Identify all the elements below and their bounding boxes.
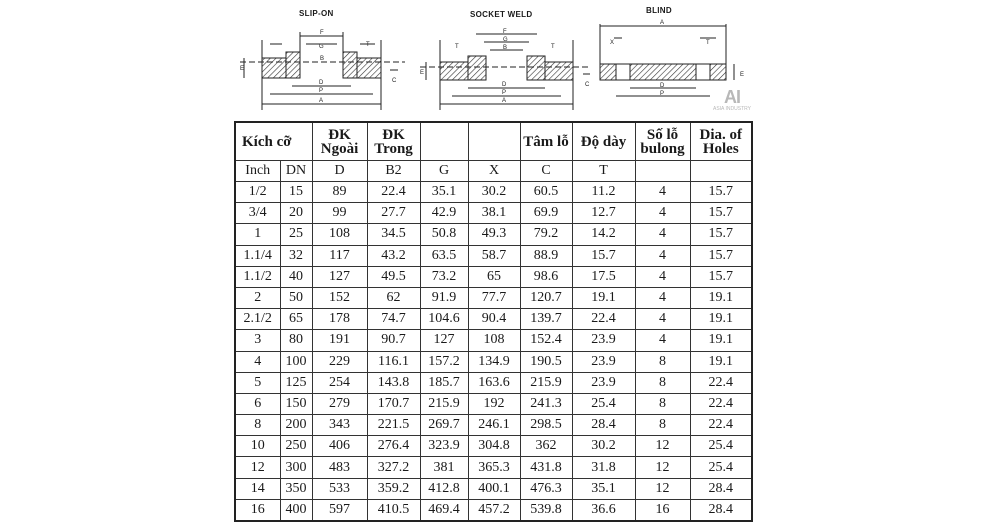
cell-b2: 143.8 xyxy=(367,372,420,393)
symbol-inch: Inch xyxy=(235,161,280,182)
table-row xyxy=(235,309,752,330)
cell-g: 42.9 xyxy=(420,203,468,224)
cell-bolt-holes: 4 xyxy=(635,224,690,245)
sw-dim-label-p: P xyxy=(502,90,507,96)
cell-x: 65 xyxy=(468,266,520,287)
cell-dn: 150 xyxy=(280,393,312,414)
cell-inch: 6 xyxy=(235,393,280,414)
header-dia-of-holes: Dia. of Holes xyxy=(690,122,752,161)
cell-hole-dia: 22.4 xyxy=(690,372,752,393)
cell-b2: 327.2 xyxy=(367,457,420,478)
symbol-c: C xyxy=(520,161,572,182)
table-row xyxy=(235,436,752,457)
cell-d: 533 xyxy=(312,478,367,499)
cell-hole-dia: 15.7 xyxy=(690,203,752,224)
table-row xyxy=(235,330,752,351)
cell-bolt-holes: 12 xyxy=(635,436,690,457)
cell-x: 134.9 xyxy=(468,351,520,372)
cell-x: 49.3 xyxy=(468,224,520,245)
cell-t: 23.9 xyxy=(572,330,635,351)
cell-hole-dia: 28.4 xyxy=(690,499,752,521)
cell-t: 12.7 xyxy=(572,203,635,224)
cell-b2: 34.5 xyxy=(367,224,420,245)
cell-b2: 27.7 xyxy=(367,203,420,224)
symbol-dn: DN xyxy=(280,161,312,182)
cell-dn: 40 xyxy=(280,266,312,287)
cell-x: 30.2 xyxy=(468,182,520,203)
cell-t: 11.2 xyxy=(572,182,635,203)
cell-g: 469.4 xyxy=(420,499,468,521)
dim-label-f: F xyxy=(320,30,324,36)
cell-b2: 276.4 xyxy=(367,436,420,457)
sw-dim-label-f: F xyxy=(503,29,507,35)
symbol-x: X xyxy=(468,161,520,182)
table-row xyxy=(235,372,752,393)
table-row xyxy=(235,457,752,478)
symbol-empty-2 xyxy=(690,161,752,182)
cell-d: 152 xyxy=(312,287,367,308)
cell-x: 38.1 xyxy=(468,203,520,224)
cell-d: 483 xyxy=(312,457,367,478)
cell-dn: 100 xyxy=(280,351,312,372)
cell-hole-dia: 28.4 xyxy=(690,478,752,499)
symbol-b2: B2 xyxy=(367,161,420,182)
cell-inch: 1.1/2 xyxy=(235,266,280,287)
table-row xyxy=(235,415,752,436)
table-row xyxy=(235,203,752,224)
header-so-lo-bulong: Số lỗ bulong xyxy=(635,122,690,161)
cell-b2: 43.2 xyxy=(367,245,420,266)
cell-b2: 74.7 xyxy=(367,309,420,330)
dim-label-a: A xyxy=(319,98,324,104)
table-row xyxy=(235,499,752,521)
header-kich-co: Kích cỡ xyxy=(235,122,312,161)
cell-bolt-holes: 4 xyxy=(635,287,690,308)
cell-hole-dia: 22.4 xyxy=(690,415,752,436)
cell-g: 157.2 xyxy=(420,351,468,372)
bl-dim-label-e: E xyxy=(740,72,745,78)
cell-hole-dia: 25.4 xyxy=(690,457,752,478)
cell-c: 88.9 xyxy=(520,245,572,266)
cell-b2: 221.5 xyxy=(367,415,420,436)
cell-d: 254 xyxy=(312,372,367,393)
cell-dn: 25 xyxy=(280,224,312,245)
cell-g: 35.1 xyxy=(420,182,468,203)
table-row xyxy=(235,266,752,287)
cell-c: 190.5 xyxy=(520,351,572,372)
bl-dim-label-t: T xyxy=(706,40,710,46)
cell-b2: 410.5 xyxy=(367,499,420,521)
blind-title: BLIND xyxy=(646,6,672,15)
bl-dim-label-d: D xyxy=(660,83,665,89)
cell-t: 22.4 xyxy=(572,309,635,330)
cell-c: 241.3 xyxy=(520,393,572,414)
cell-d: 597 xyxy=(312,499,367,521)
bl-dim-label-x: X xyxy=(610,40,615,46)
cell-dn: 20 xyxy=(280,203,312,224)
slip-on-title: SLIP-ON xyxy=(299,9,334,18)
blind-drawing xyxy=(600,24,734,96)
cell-t: 14.2 xyxy=(572,224,635,245)
header-row-symbols xyxy=(235,161,752,182)
sw-dim-label-t: T xyxy=(455,44,459,50)
logo-text: ASIA INDUSTRY xyxy=(713,106,751,112)
bl-dim-label-p: P xyxy=(660,91,665,97)
cell-g: 104.6 xyxy=(420,309,468,330)
cell-inch: 1 xyxy=(235,224,280,245)
header-x-empty xyxy=(468,122,520,161)
cell-g: 91.9 xyxy=(420,287,468,308)
cell-x: 192 xyxy=(468,393,520,414)
cell-d: 343 xyxy=(312,415,367,436)
cell-inch: 2 xyxy=(235,287,280,308)
dim-label-p: P xyxy=(319,88,324,94)
cell-x: 365.3 xyxy=(468,457,520,478)
cell-t: 28.4 xyxy=(572,415,635,436)
sw-dim-label-c: C xyxy=(585,82,590,88)
table-row xyxy=(235,245,752,266)
table-row xyxy=(235,224,752,245)
cell-hole-dia: 15.7 xyxy=(690,245,752,266)
cell-bolt-holes: 4 xyxy=(635,266,690,287)
sw-dim-label-a: A xyxy=(502,98,507,104)
header-dk-trong: ĐK Trong xyxy=(367,122,420,161)
cell-hole-dia: 15.7 xyxy=(690,224,752,245)
logo-mark: AI xyxy=(724,87,740,107)
header-dk-ngoai: ĐK Ngoài xyxy=(312,122,367,161)
symbol-g: G xyxy=(420,161,468,182)
sw-dim-label-g: G xyxy=(503,37,508,43)
cell-x: 90.4 xyxy=(468,309,520,330)
cell-dn: 80 xyxy=(280,330,312,351)
cell-c: 69.9 xyxy=(520,203,572,224)
cell-x: 58.7 xyxy=(468,245,520,266)
table-row xyxy=(235,478,752,499)
cell-dn: 125 xyxy=(280,372,312,393)
cell-b2: 170.7 xyxy=(367,393,420,414)
cell-hole-dia: 15.7 xyxy=(690,266,752,287)
header-g-empty xyxy=(420,122,468,161)
cell-c: 431.8 xyxy=(520,457,572,478)
cell-d: 406 xyxy=(312,436,367,457)
cell-dn: 350 xyxy=(280,478,312,499)
sw-dim-label-d: D xyxy=(502,82,507,88)
cell-c: 60.5 xyxy=(520,182,572,203)
cell-g: 215.9 xyxy=(420,393,468,414)
cell-bolt-holes: 4 xyxy=(635,245,690,266)
socket-weld-title: SOCKET WELD xyxy=(470,10,533,19)
cell-bolt-holes: 16 xyxy=(635,499,690,521)
cell-dn: 65 xyxy=(280,309,312,330)
cell-c: 79.2 xyxy=(520,224,572,245)
cell-c: 139.7 xyxy=(520,309,572,330)
cell-d: 279 xyxy=(312,393,367,414)
cell-inch: 1.1/4 xyxy=(235,245,280,266)
cell-hole-dia: 19.1 xyxy=(690,287,752,308)
table-row xyxy=(235,182,752,203)
cell-b2: 22.4 xyxy=(367,182,420,203)
cell-bolt-holes: 8 xyxy=(635,372,690,393)
sw-dim-label-b: B xyxy=(503,45,508,51)
cell-inch: 10 xyxy=(235,436,280,457)
cell-c: 215.9 xyxy=(520,372,572,393)
cell-bolt-holes: 4 xyxy=(635,182,690,203)
cell-bolt-holes: 12 xyxy=(635,457,690,478)
cell-bolt-holes: 4 xyxy=(635,309,690,330)
cell-g: 50.8 xyxy=(420,224,468,245)
cell-t: 35.1 xyxy=(572,478,635,499)
cell-x: 163.6 xyxy=(468,372,520,393)
cell-t: 15.7 xyxy=(572,245,635,266)
cell-d: 127 xyxy=(312,266,367,287)
sw-dim-label-t2: T xyxy=(551,44,555,50)
cell-dn: 250 xyxy=(280,436,312,457)
cell-dn: 200 xyxy=(280,415,312,436)
cell-inch: 2.1/2 xyxy=(235,309,280,330)
cell-dn: 15 xyxy=(280,182,312,203)
flange-dimension-table xyxy=(234,121,753,522)
bl-dim-label-a: A xyxy=(660,20,665,26)
cell-inch: 1/2 xyxy=(235,182,280,203)
cell-c: 120.7 xyxy=(520,287,572,308)
cell-g: 323.9 xyxy=(420,436,468,457)
symbol-empty-1 xyxy=(635,161,690,182)
dim-label-t: T xyxy=(366,42,370,48)
dim-label-c: C xyxy=(392,78,397,84)
cell-bolt-holes: 8 xyxy=(635,393,690,414)
cell-bolt-holes: 8 xyxy=(635,351,690,372)
cell-t: 30.2 xyxy=(572,436,635,457)
cell-t: 25.4 xyxy=(572,393,635,414)
cell-t: 31.8 xyxy=(572,457,635,478)
cell-g: 73.2 xyxy=(420,266,468,287)
cell-x: 304.8 xyxy=(468,436,520,457)
cell-hole-dia: 25.4 xyxy=(690,436,752,457)
asia-industry-logo xyxy=(708,88,756,118)
cell-c: 476.3 xyxy=(520,478,572,499)
cell-g: 63.5 xyxy=(420,245,468,266)
cell-dn: 400 xyxy=(280,499,312,521)
cell-dn: 300 xyxy=(280,457,312,478)
cell-inch: 14 xyxy=(235,478,280,499)
sw-dim-label-e: E xyxy=(420,70,425,76)
cell-t: 36.6 xyxy=(572,499,635,521)
dim-label-e: E xyxy=(240,66,245,72)
cell-hole-dia: 22.4 xyxy=(690,393,752,414)
cell-c: 298.5 xyxy=(520,415,572,436)
symbol-d: D xyxy=(312,161,367,182)
cell-x: 457.2 xyxy=(468,499,520,521)
cell-hole-dia: 19.1 xyxy=(690,309,752,330)
cell-g: 412.8 xyxy=(420,478,468,499)
cell-c: 152.4 xyxy=(520,330,572,351)
cell-x: 77.7 xyxy=(468,287,520,308)
cell-inch: 16 xyxy=(235,499,280,521)
symbol-t: T xyxy=(572,161,635,182)
cell-c: 362 xyxy=(520,436,572,457)
cell-d: 89 xyxy=(312,182,367,203)
cell-bolt-holes: 4 xyxy=(635,203,690,224)
cell-b2: 116.1 xyxy=(367,351,420,372)
cell-hole-dia: 19.1 xyxy=(690,330,752,351)
cell-d: 117 xyxy=(312,245,367,266)
cell-hole-dia: 15.7 xyxy=(690,182,752,203)
header-row-names xyxy=(235,122,752,161)
cell-g: 127 xyxy=(420,330,468,351)
cell-b2: 62 xyxy=(367,287,420,308)
cell-b2: 359.2 xyxy=(367,478,420,499)
cell-x: 400.1 xyxy=(468,478,520,499)
cell-dn: 50 xyxy=(280,287,312,308)
cell-inch: 3/4 xyxy=(235,203,280,224)
cell-bolt-holes: 8 xyxy=(635,415,690,436)
cell-bolt-holes: 4 xyxy=(635,330,690,351)
cell-g: 381 xyxy=(420,457,468,478)
cell-x: 108 xyxy=(468,330,520,351)
cell-inch: 12 xyxy=(235,457,280,478)
cell-bolt-holes: 12 xyxy=(635,478,690,499)
header-do-day: Độ dày xyxy=(572,122,635,161)
cell-t: 23.9 xyxy=(572,351,635,372)
cell-inch: 8 xyxy=(235,415,280,436)
cell-inch: 4 xyxy=(235,351,280,372)
cell-t: 23.9 xyxy=(572,372,635,393)
cell-g: 269.7 xyxy=(420,415,468,436)
dim-label-g: G xyxy=(319,44,324,50)
cell-inch: 3 xyxy=(235,330,280,351)
cell-b2: 49.5 xyxy=(367,266,420,287)
dim-label-d: D xyxy=(319,80,324,86)
flange-diagrams xyxy=(0,0,1000,122)
cell-c: 539.8 xyxy=(520,499,572,521)
cell-t: 17.5 xyxy=(572,266,635,287)
cell-d: 178 xyxy=(312,309,367,330)
cell-d: 99 xyxy=(312,203,367,224)
cell-hole-dia: 19.1 xyxy=(690,351,752,372)
table-row xyxy=(235,393,752,414)
cell-b2: 90.7 xyxy=(367,330,420,351)
cell-d: 108 xyxy=(312,224,367,245)
cell-t: 19.1 xyxy=(572,287,635,308)
cell-dn: 32 xyxy=(280,245,312,266)
table-row xyxy=(235,351,752,372)
cell-c: 98.6 xyxy=(520,266,572,287)
table-row xyxy=(235,287,752,308)
cell-x: 246.1 xyxy=(468,415,520,436)
cell-d: 191 xyxy=(312,330,367,351)
cell-inch: 5 xyxy=(235,372,280,393)
cell-d: 229 xyxy=(312,351,367,372)
dim-label-b: B xyxy=(320,56,325,62)
cell-g: 185.7 xyxy=(420,372,468,393)
header-tam-lo: Tâm lỗ xyxy=(520,122,572,161)
